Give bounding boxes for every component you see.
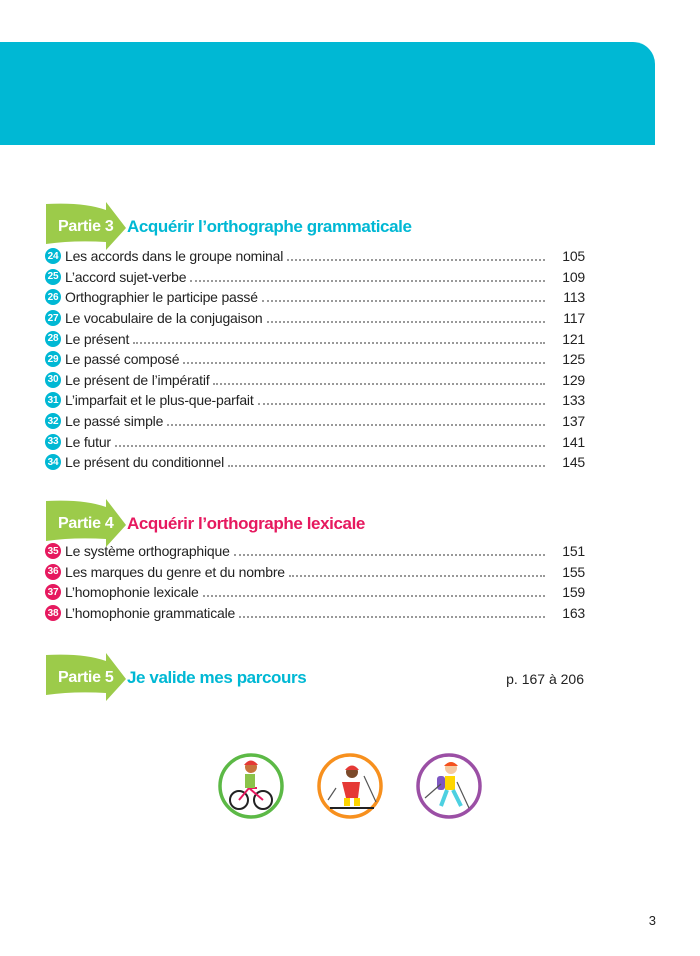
leader-dots [115, 445, 545, 447]
leader-dots [228, 465, 545, 467]
leader-dots [287, 259, 545, 261]
hiker-icon [418, 755, 480, 817]
chapter-page: 129 [562, 371, 585, 388]
chapter-title: Le vocabulaire de la conjugaison [65, 310, 263, 327]
toc-row[interactable] [45, 287, 585, 308]
chapter-number-badge: 29 [45, 351, 61, 367]
chapter-number-badge: 30 [45, 372, 61, 388]
part-label: Partie 5 [58, 669, 114, 686]
chapter-page: 109 [562, 268, 585, 285]
toc-row[interactable] [45, 308, 585, 329]
chapter-number-badge: 24 [45, 248, 61, 264]
leader-dots [213, 383, 545, 385]
leader-dots [239, 616, 545, 618]
chapter-title: Les accords dans le groupe nominal [65, 248, 284, 265]
chapter-title: L’imparfait et le plus-que-parfait [65, 392, 254, 409]
chapter-page: 151 [562, 543, 585, 560]
toc-row[interactable] [45, 267, 585, 288]
chapter-number-badge: 37 [45, 584, 61, 600]
chapter-title: Orthographier le participe passé [65, 289, 258, 306]
leader-dots [133, 342, 545, 344]
part-label: Partie 3 [58, 218, 114, 235]
chapter-page: 145 [562, 454, 585, 471]
leader-dots [289, 575, 545, 577]
toc-row[interactable] [45, 411, 585, 432]
part-3-header [44, 200, 604, 250]
chapter-title: Le présent de l’impératif [65, 371, 210, 388]
chapter-title: Le présent du conditionnel [65, 454, 225, 471]
chapter-title: Le futur [65, 433, 111, 450]
activity-illustrations [217, 752, 487, 822]
part-title: Acquérir l’orthographe grammaticale [127, 217, 412, 236]
leader-dots [203, 595, 545, 597]
chapter-title: L’accord sujet-verbe [65, 268, 187, 285]
page-number: 3 [648, 913, 656, 928]
chapter-number-badge: 38 [45, 605, 61, 621]
toc-row[interactable] [45, 328, 585, 349]
leader-dots [267, 321, 545, 323]
chapter-number-badge: 33 [45, 434, 61, 450]
chapter-page: 155 [562, 563, 585, 580]
part-pages: p. 167 à 206 [506, 671, 584, 687]
chapter-title: L’homophonie grammaticale [65, 605, 236, 622]
part-5-header [44, 651, 604, 701]
chapter-page: 133 [562, 392, 585, 409]
toc-row[interactable] [45, 582, 585, 603]
chapter-page: 141 [562, 433, 585, 450]
chapter-list-part-3 [45, 246, 585, 473]
chapter-page: 125 [562, 351, 585, 368]
leader-dots [183, 362, 545, 364]
chapter-page: 113 [563, 289, 585, 306]
toc-row[interactable] [45, 246, 585, 267]
chapter-title: Le présent [65, 330, 130, 347]
leader-dots [258, 403, 545, 405]
chapter-number-badge: 28 [45, 331, 61, 347]
chapter-page: 105 [562, 248, 585, 265]
chapter-title: Le passé composé [65, 351, 180, 368]
chapter-title: Le système orthographique [65, 543, 230, 560]
toc-row[interactable] [45, 390, 585, 411]
header-banner [0, 42, 655, 145]
chapter-number-badge: 35 [45, 543, 61, 559]
leader-dots [234, 554, 545, 556]
chapter-page: 117 [563, 310, 585, 327]
toc-row[interactable] [45, 431, 585, 452]
chapter-title: L’homophonie lexicale [65, 584, 199, 601]
toc-row[interactable] [45, 370, 585, 391]
chapter-number-badge: 25 [45, 269, 61, 285]
toc-row[interactable] [45, 541, 585, 562]
chapter-number-badge: 36 [45, 564, 61, 580]
chapter-page: 159 [562, 584, 585, 601]
chapter-number-badge: 34 [45, 454, 61, 470]
skier-icon [319, 755, 381, 817]
chapter-title: Les marques du genre et du nombre [65, 563, 285, 580]
leader-dots [190, 280, 545, 282]
toc-row[interactable] [45, 452, 585, 473]
chapter-page: 163 [562, 605, 585, 622]
chapter-page: 137 [562, 413, 585, 430]
toc-row[interactable] [45, 349, 585, 370]
chapter-number-badge: 32 [45, 413, 61, 429]
chapter-number-badge: 26 [45, 289, 61, 305]
chapter-number-badge: 31 [45, 392, 61, 408]
toc-row[interactable] [45, 603, 585, 624]
chapter-title: Le passé simple [65, 413, 164, 430]
chapter-list-part-4 [45, 541, 585, 623]
leader-dots [262, 300, 545, 302]
cyclist-icon [220, 755, 282, 817]
chapter-number-badge: 27 [45, 310, 61, 326]
part-label: Partie 4 [58, 515, 114, 532]
part-title: Je valide mes parcours [127, 668, 307, 687]
part-title: Acquérir l’orthographe lexicale [127, 514, 365, 533]
toc-row[interactable] [45, 562, 585, 583]
leader-dots [167, 424, 545, 426]
chapter-page: 121 [562, 330, 585, 347]
part-4-header [44, 497, 604, 547]
